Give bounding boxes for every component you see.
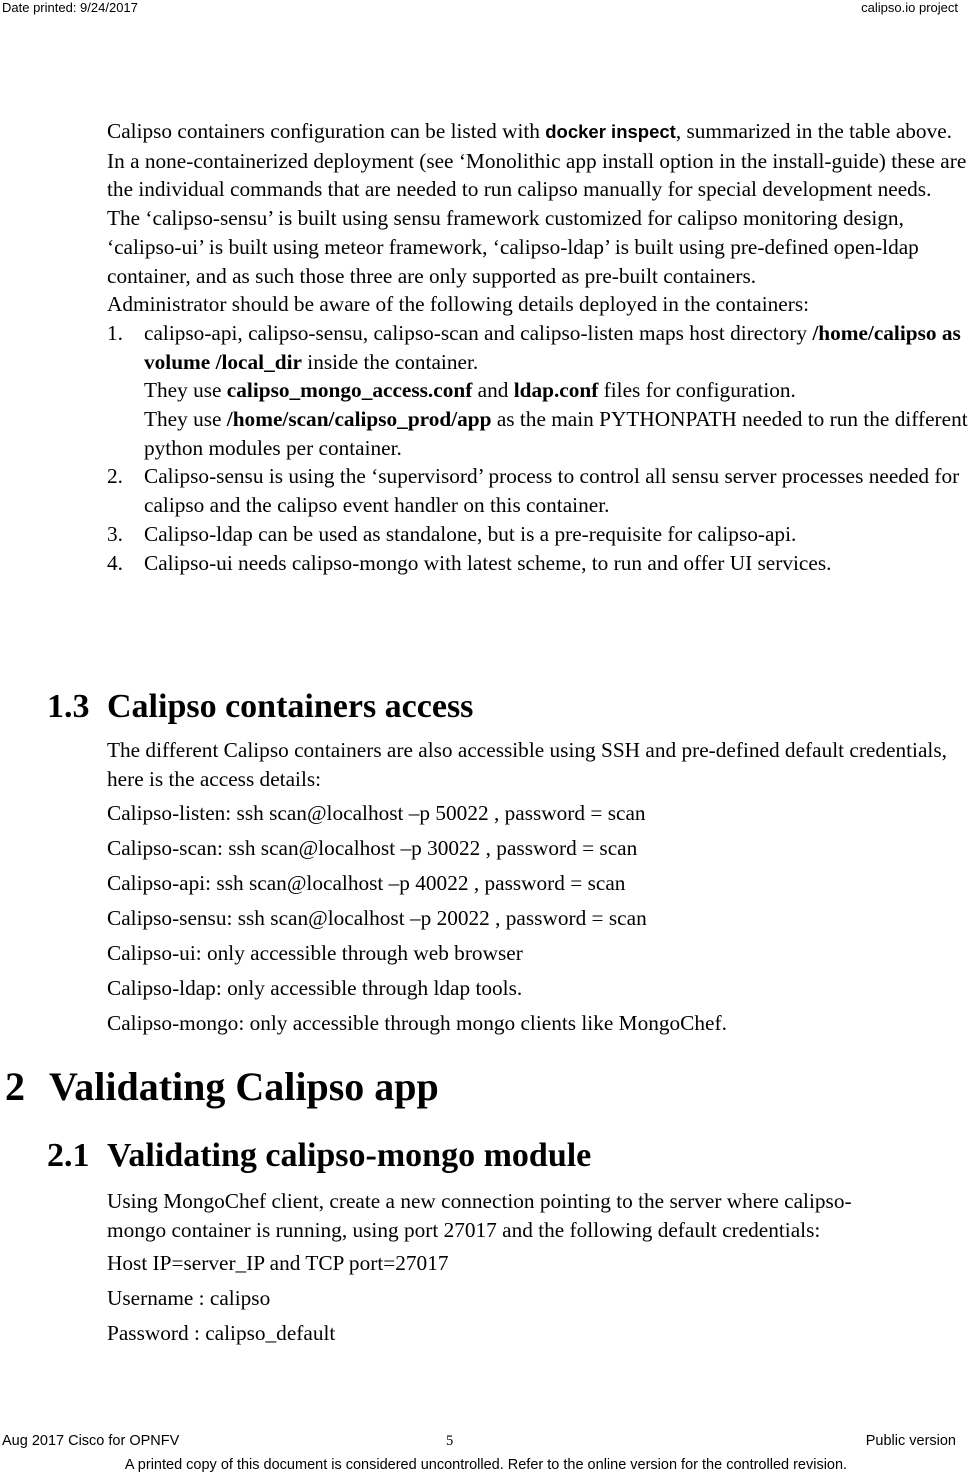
access-intro: The different Calipso containers are also accessible using SSH and pre-defined default credentials, here is the access details: <box>107 738 947 791</box>
footer-notice: A printed copy of this document is considered uncontrolled. Refer to the online version for the controlled revision. <box>124 1457 848 1473</box>
text: They use <box>144 378 227 403</box>
list-item <box>107 319 972 463</box>
heading-number: 2 <box>5 1064 25 1109</box>
text: , summarized in the table above. In a none-containerized deployment (see ‘Monolithic app install option in the install-guide) these are the individual commands that are needed to run calipso manually for special development needs. <box>107 119 967 202</box>
list-number: 1. <box>107 320 123 345</box>
list-number: 2. <box>107 464 123 489</box>
access-item: Calipso-mongo: only accessible through mongo clients like MongoChef. <box>107 1011 727 1036</box>
access-item: Calipso-ui: only accessible through web browser <box>107 941 523 966</box>
bold-text: calipso_mongo_access.conf <box>226 378 473 403</box>
footer-right: Public version <box>865 1433 956 1449</box>
credential-item: Host IP=server_IP and TCP port=27017 <box>107 1251 449 1276</box>
list-item <box>107 520 972 549</box>
list-number: 3. <box>107 521 123 546</box>
intro-block <box>107 117 972 577</box>
intro-paragraph-3: Administrator should be aware of the following details deployed in the containers: <box>107 292 810 317</box>
intro-paragraph-2: The ‘calipso-sensu’ is built using sensu framework customized for calipso monitoring design, ‘calipso-ui’ is built using meteor framework, ‘calipso-ldap’ is built using pre-defined open-ldap container, and as such those three are only supported as pre-built containers. <box>107 206 919 288</box>
list-item <box>107 549 972 578</box>
text: Calipso-ui needs calipso-mongo with latest scheme, to run and offer UI services. <box>144 550 832 575</box>
heading-1-3 <box>47 688 473 726</box>
page-number: 5 <box>446 1433 454 1449</box>
code-docker-inspect: docker inspect <box>545 121 676 142</box>
mongo-block <box>107 1187 907 1351</box>
text: files for configuration. <box>598 378 796 403</box>
heading-title: Calipso containers access <box>107 688 474 725</box>
heading-number: 2.1 <box>47 1137 90 1174</box>
bold-text: /home/scan/calipso_prod/app <box>226 407 492 432</box>
intro-paragraph-1 <box>107 117 972 204</box>
list-item <box>107 462 972 519</box>
header-date: Date printed: 9/24/2017 <box>2 0 138 15</box>
access-item: Calipso-api: ssh scan@localhost –p 40022 , password = scan <box>107 871 626 896</box>
text: Calipso-ldap can be used as standalone, but is a pre-requisite for calipso-api. <box>144 521 797 546</box>
access-item: Calipso-ldap: only accessible through ldap tools. <box>107 976 523 1001</box>
heading-title: Validating calipso-mongo module <box>107 1137 592 1174</box>
heading-title: Validating Calipso app <box>49 1064 439 1109</box>
credential-item: Password : calipso_default <box>107 1321 336 1346</box>
access-item: Calipso-listen: ssh scan@localhost –p 50022 , password = scan <box>107 801 646 826</box>
text: Calipso containers configuration can be listed with <box>107 119 546 143</box>
text: and <box>472 378 514 403</box>
mongo-intro: Using MongoChef client, create a new connection pointing to the server where calipso-mongo container is running, using port 27017 and the following default credentials: <box>107 1189 852 1242</box>
text: as the main PYTHONPATH needed to run the different python modules per container. <box>144 407 968 460</box>
footer-left: Aug 2017 Cisco for OPNFV <box>2 1433 180 1449</box>
bold-text: ldap.conf <box>513 378 599 403</box>
access-item: Calipso-scan: ssh scan@localhost –p 30022 , password = scan <box>107 836 638 861</box>
access-item: Calipso-sensu: ssh scan@localhost –p 20022 , password = scan <box>107 906 647 931</box>
text: calipso-api, calipso-sensu, calipso-scan and calipso-listen maps host directory <box>144 320 813 345</box>
heading-number: 1.3 <box>47 688 90 725</box>
header-project: calipso.io project <box>861 0 958 15</box>
access-block <box>107 736 972 1041</box>
text: inside the container. <box>301 349 479 374</box>
heading-2-1 <box>47 1137 591 1175</box>
text: Calipso-sensu is using the ‘supervisord’ process to control all sensu server processes needed for calipso and the calipso event handler on this container. <box>144 464 960 518</box>
bold-text: /home/calipso as volume /local_dir <box>144 320 961 374</box>
heading-2 <box>5 1063 439 1110</box>
credential-item: Username : calipso <box>107 1286 271 1311</box>
list-number: 4. <box>107 550 123 575</box>
text: They use <box>144 407 227 432</box>
